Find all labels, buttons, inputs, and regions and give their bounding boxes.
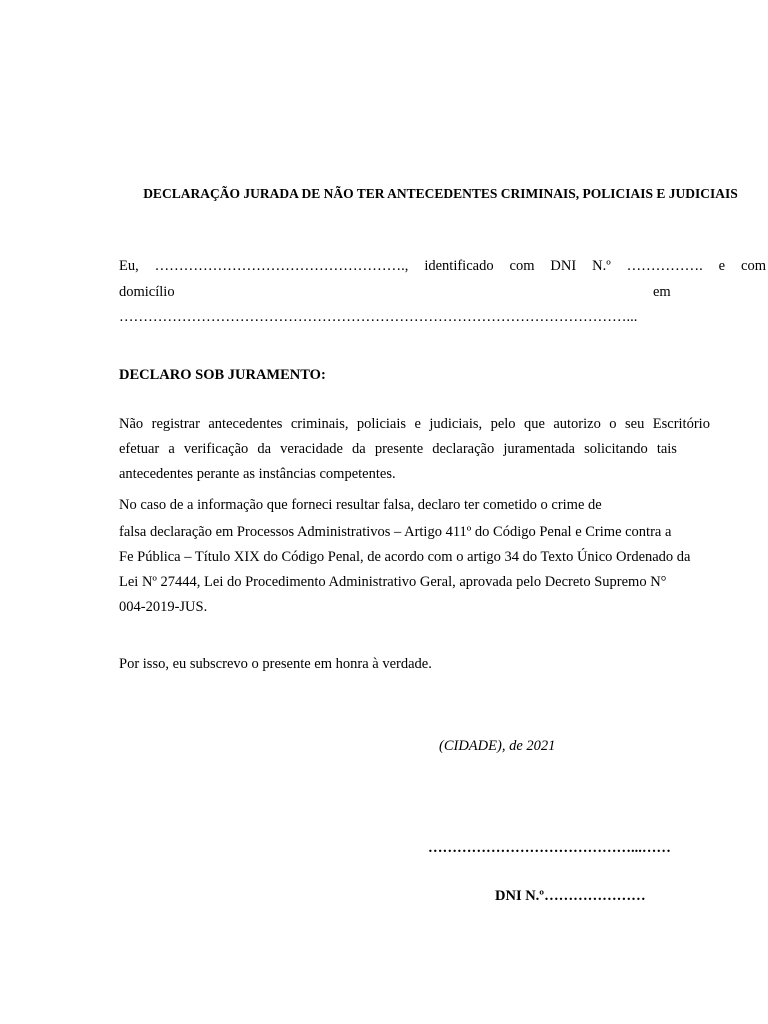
p1-word: efetuar <box>119 441 160 457</box>
p1-word: e <box>414 416 421 432</box>
p1-word: declaração <box>432 441 495 457</box>
intro-word: com <box>741 258 766 274</box>
p1-word: pelo <box>490 416 516 432</box>
intro-word: e <box>718 258 726 274</box>
intro-word: N.º <box>592 258 611 274</box>
intro-word: ……………………………………………., <box>154 258 409 274</box>
p1-word: a <box>168 441 175 457</box>
p1-word: criminais, <box>290 416 349 432</box>
p1-word: presente <box>374 441 424 457</box>
paragraph1-line-3: antecedentes perante as instâncias competentes. <box>119 466 396 482</box>
p1-word: juramentada <box>503 441 575 457</box>
place-date: (CIDADE), de 2021 <box>439 738 556 754</box>
p1-word: verificação <box>183 441 249 457</box>
intro-word: identificado <box>424 258 494 274</box>
p1-word: autorizo <box>553 416 601 432</box>
p1-word: da <box>257 441 272 457</box>
p1-word: Escritório <box>652 416 710 432</box>
paragraph2-line-2: falsa declaração em Processos Administrativos – Artigo 411º do Código Penal e Crime contra a <box>119 524 672 540</box>
p1-word: Não <box>119 416 144 432</box>
p1-word: que <box>523 416 545 432</box>
paragraph1-line-1 <box>119 415 710 433</box>
document-title: DECLARAÇÃO JURADA DE NÃO TER ANTECEDENTES CRIMINAIS, POLICIAIS E JUDICIAIS <box>143 186 738 201</box>
dni-label: DNI N.º………………… <box>495 888 646 904</box>
declaro-heading: DECLARO SOB JURAMENTO: <box>119 367 326 383</box>
p1-word: judiciais, <box>429 416 483 432</box>
intro-domicilio-label: domicílio <box>119 284 175 300</box>
intro-word: com <box>509 258 535 274</box>
intro-word: ……………. <box>626 258 703 274</box>
p1-word: tais <box>656 441 677 457</box>
p1-word: solicitando <box>584 441 648 457</box>
intro-word: DNI <box>550 258 577 274</box>
signature-line: ……………………………………...…… <box>428 840 671 856</box>
p1-word: seu <box>624 416 645 432</box>
paragraph2-line-5: 004-2019-JUS. <box>119 599 208 615</box>
paragraph2-line-4: Lei Nº 27444, Lei do Procedimento Administrativo Geral, aprovada pelo Decreto Supremo N° <box>119 574 667 590</box>
intro-line-1 <box>119 257 766 275</box>
p1-word: registrar <box>151 416 200 432</box>
paragraph2-line-1: No caso de a informação que forneci resultar falsa, declaro ter cometido o crime de <box>119 497 602 513</box>
intro-em-label: em <box>653 284 671 300</box>
paragraph2-line-3: Fe Pública – Título XIX do Código Penal, de acordo com o artigo 34 do Texto Único Ordenado da <box>119 549 691 565</box>
closing-statement: Por isso, eu subscrevo o presente em honra à verdade. <box>119 656 432 672</box>
p1-word: policiais <box>356 416 407 432</box>
p1-word: antecedentes <box>208 416 283 432</box>
paragraph1-line-2 <box>119 440 677 458</box>
intro-word: Eu, <box>119 258 139 274</box>
p1-word: veracidade <box>280 441 343 457</box>
p1-word: o <box>609 416 617 432</box>
p1-word: da <box>352 441 366 457</box>
intro-address-dots: ……………………………………………………………………………………………... <box>119 309 638 325</box>
